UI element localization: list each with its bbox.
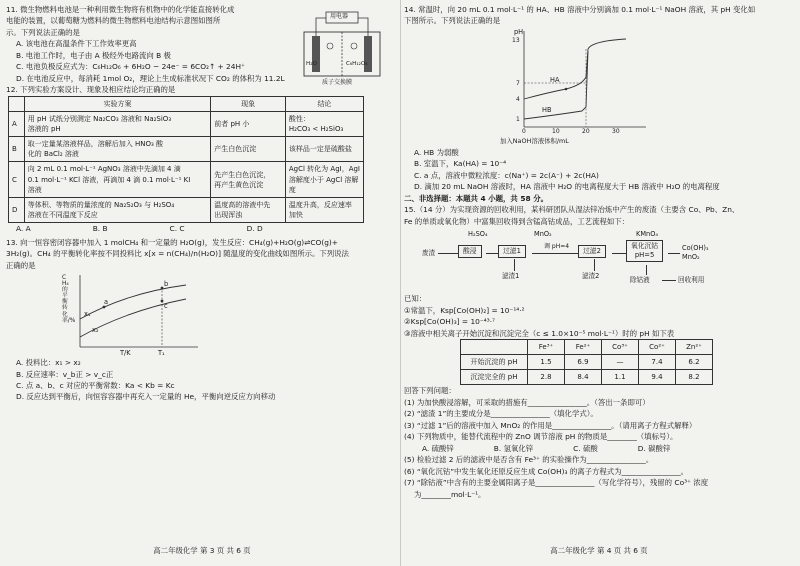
q14-option-d: D. 滴加 20 mL NaOH 溶液时，HA 溶液中 H₂O 的电离程度大于 HB 溶液中 H₂O 的电离程度 <box>414 182 720 192</box>
q12-cell-phen <box>211 197 286 222</box>
q12-cell-plan <box>24 162 211 197</box>
ph-cell: 7.4 <box>639 355 676 370</box>
ph-row-label: 开始沉淀的 pH <box>461 355 528 370</box>
q12-cell-opt: B <box>9 137 25 162</box>
q12-header-row <box>9 96 364 111</box>
phen-line: 前者 pH 小 <box>214 119 250 128</box>
q12-header: 实验方案 <box>24 96 211 111</box>
q14-line: 14. 常温时，向 20 mL 0.1 mol·L⁻¹ 的 HA、HB 溶液中分别滴加 0.1 mol·L⁻¹ NaOH 溶液，其 pH 变化如 <box>404 5 756 14</box>
flow-after: 除钴液 <box>630 276 650 285</box>
q14-ylabel: pH <box>514 27 524 36</box>
known-line: ②Ksp[Co(OH)₃] = 10⁻⁴³·⁷ <box>404 317 496 327</box>
ph-header-row <box>461 340 713 355</box>
subquestion: 为________mol·L⁻¹。 <box>414 489 486 499</box>
plan-line: 0.1 mol·L⁻¹ KCl 溶液，再滴加 4 滴 0.1 mol·L⁻¹ KI <box>27 175 191 184</box>
ph-cell: 2.8 <box>528 370 565 385</box>
page-3-footer: 高二年级化学 第 3 页 共 6 页 <box>153 545 251 555</box>
q12-cell-phen <box>211 162 286 197</box>
plan-line: 取一定量某溶液样品，溶解后加入 HNO₃ 酸 <box>27 140 163 149</box>
q13-option-c: C. 点 a、b、c 对应的平衡常数：Ka < Kb = Kc <box>16 380 175 390</box>
ph-cell: 1.1 <box>602 370 639 385</box>
q12-row-a <box>9 111 364 136</box>
q13-graph <box>62 271 206 358</box>
flow-oxidize-line: 氧化沉钴 <box>631 242 659 251</box>
flow-arrow <box>486 253 498 254</box>
flow-product-line: MnO₂ <box>682 252 700 261</box>
q14-ytick: 4 <box>516 95 520 103</box>
flow-arrow <box>662 280 676 281</box>
ph-cell: 6.2 <box>676 355 713 370</box>
q14-ytick: 7 <box>516 79 520 87</box>
flow-start: 废渣 <box>422 249 436 258</box>
q13-option-a: A. 投料比：x₁ > x₂ <box>16 358 81 368</box>
concl-line: H₂CO₃ < H₂SiO₃ <box>288 125 344 134</box>
q12-table <box>8 96 364 223</box>
q15-stem: 15.（14 分）为实现资源的回收利用，某科研团队从湿法锌冶炼中产生的废渣（主要含 Co、Pb、Zn、 <box>404 205 740 215</box>
page-3 <box>6 4 398 560</box>
subquestion: (4) 下列物质中，能替代流程中的 ZnO 调节溶液 pH 的物质是________（填标号）。 <box>404 432 678 442</box>
q12-choices <box>6 223 398 234</box>
q4-choices <box>404 443 794 454</box>
diagram-caption: 质子交换膜 <box>322 79 353 86</box>
ph-header: Fe³⁺ <box>528 340 565 355</box>
q13-option-d: D. 反应达到平衡后，向恒容容器中再充入一定量的 He，平衡向逆反应方向移动 <box>16 392 276 402</box>
q12-cell-plan <box>24 111 211 136</box>
q12-choice: A. A <box>16 224 31 234</box>
q13-point-a: a <box>104 298 109 307</box>
q12-cell-concl <box>285 111 363 136</box>
concl-line: 加快 <box>288 211 303 220</box>
concl-line: 度 <box>288 185 296 194</box>
flow-arrow <box>514 259 515 271</box>
fuel-cell-diagram <box>292 10 392 90</box>
q14-graph <box>506 27 656 139</box>
q12-stem: 12. 下列实验方案设计、现象及相应结论均正确的是 <box>6 85 176 95</box>
flow-waste2: 滤渣2 <box>582 272 600 281</box>
q12-choice: C. C <box>169 224 185 234</box>
page-4-footer: 高二年级化学 第 4 页 共 6 页 <box>550 545 648 555</box>
q12-row-d <box>9 197 364 222</box>
flow-arrow <box>532 253 578 254</box>
q14-graph-svg <box>506 27 656 139</box>
q14-xtick: 20 <box>582 127 590 135</box>
q12-header <box>9 96 25 111</box>
q13-point-c: c <box>164 302 168 311</box>
q12-header: 结论 <box>285 96 363 111</box>
q14-line: 下图所示。下列说法正确的是 <box>404 16 501 26</box>
flow-box-filter2: 过滤2 <box>578 245 606 258</box>
q4-choice: A. 硫酸锌 <box>422 443 454 453</box>
diagram-load-label: 用电器 <box>330 13 349 20</box>
ph-header: Zn²⁺ <box>676 340 713 355</box>
flow-box-filter1: 过滤1 <box>498 245 526 258</box>
ph-cell: — <box>602 355 639 370</box>
q14-ytick: 13 <box>512 36 520 44</box>
q11-line: 电能的装置，以葡萄糖为燃料的微生物燃料电池结构示意图如图所 <box>6 16 221 26</box>
q13-point-b: b <box>164 280 169 289</box>
subquestion: (6) “氧化沉钴”中发生氧化还原反应生成 Co(OH)₃ 的离子方程式为________________。 <box>404 466 689 476</box>
ph-row-start <box>461 355 713 370</box>
plan-line: 化的 BaCl₂ 溶液 <box>27 150 79 159</box>
question-12 <box>6 84 398 234</box>
flow-reagent-h2so4: H₂SO₄ <box>468 230 488 239</box>
q12-cell-phen <box>211 137 286 162</box>
q14-option-b: B. 室温下，Ka(HA) = 10⁻⁴ <box>414 159 507 169</box>
question-13 <box>6 237 398 403</box>
q12-cell-opt: A <box>9 111 25 136</box>
plan-line: 用 pH 试纸分别测定 Na₂CO₃ 溶液和 Na₂SiO₃ <box>27 114 172 123</box>
flow-reagent-kmno4: KMnO₄ <box>636 230 659 239</box>
subquestion: (7) “除钴液”中含有的主要金属阳离子是________________（写化学符号），残留的 Co³⁺ 浓度 <box>404 478 709 488</box>
flow-box-acid-leach: 酸浸 <box>458 245 482 258</box>
q14-xlabel: 加入NaOH溶液体积/mL <box>500 136 569 145</box>
ph-cell: 8.2 <box>676 370 713 385</box>
plan-line: 等体积、等物质的量浓度的 Na₂S₂O₃ 与 H₂SO₄ <box>27 200 175 209</box>
ph-table <box>460 339 713 385</box>
ph-header: Fe²⁺ <box>565 340 602 355</box>
q12-choice: D. D <box>246 224 263 234</box>
answer-intro: 回答下列问题： <box>404 386 456 396</box>
flow-arrow <box>646 265 647 275</box>
phen-line: 温度高的溶液中先 <box>214 200 271 209</box>
q11-option-a: A. 该电池在高温条件下工作效率更高 <box>16 39 137 49</box>
q13-curve-x2: x₂ <box>92 326 99 335</box>
q14-curve-ha: HA <box>550 75 560 84</box>
phen-line: 产生白色沉淀 <box>214 145 257 154</box>
flow-waste1: 滤渣1 <box>502 272 520 281</box>
subquestion: (2) “滤渣 1”的主要成分是________________（填化学式）。 <box>404 409 598 419</box>
q13-t1-label: T₁ <box>158 349 165 358</box>
flow-reagent-mno2: MnO₂ <box>534 230 552 239</box>
q13-line: 13. 向一恒容密闭容器中加入 1 molCH₄ 和一定量的 H₂O(g)，发生反应：CH₄(g)+H₂O(g)⇌CO(g)+ <box>6 237 338 247</box>
flow-recycle: 回收利用 <box>678 276 705 285</box>
flow-oxidize-line: pH=5 <box>634 250 655 259</box>
ph-header <box>461 340 528 355</box>
concl-line: 酸性： <box>288 114 310 123</box>
q4-choice: B. 氢氧化锌 <box>493 443 534 453</box>
q15-stem: Fe 的单质或氧化物）中富集回收得到含锰高钴成品，工艺流程如下： <box>404 216 630 226</box>
plan-line: 溶液的 pH <box>27 125 61 134</box>
q12-cell-phen <box>211 111 286 136</box>
concl-line: AgCl 转化为 AgI，AgI <box>288 165 360 174</box>
section-two-heading: 二、非选择题：本题共 4 小题，共 58 分。 <box>404 193 548 203</box>
ph-row-label: 沉淀完全的 pH <box>461 370 528 385</box>
subquestion: (5) 检验过滤 2 后的滤液中是否含有 Fe³⁺ 的实验操作为________________。 <box>404 455 654 465</box>
q12-cell-plan <box>24 137 211 162</box>
subquestion: (3) “过滤 1”后的溶液中加入 MnO₂ 的作用是________________。（请用离子方程式解释） <box>404 420 697 430</box>
diagram-right-label: C₆H₁₂O₆ <box>346 61 368 67</box>
plan-line: 溶液在不同温度下反应 <box>27 211 98 220</box>
q12-cell-concl <box>285 197 363 222</box>
ph-cell: 9.4 <box>639 370 676 385</box>
q4-choice: D. 碳酸锌 <box>637 443 671 453</box>
q12-row-b <box>9 137 364 162</box>
page-4 <box>404 4 794 560</box>
concl-line: 溶解度小于 AgCl 溶解 <box>288 175 359 184</box>
flow-arrow <box>668 253 680 254</box>
ph-row-complete <box>461 370 713 385</box>
process-flow <box>422 229 794 291</box>
flow-box-oxidize <box>626 240 663 262</box>
diagram-left-label: H₂O <box>306 61 317 67</box>
flow-step-ph: 调 pH=4 <box>544 243 570 251</box>
phen-line: 出现浑浊 <box>214 211 243 220</box>
phen-line: 再产生黄色沉淀 <box>214 180 264 189</box>
question-15 <box>404 204 794 500</box>
q13-line: 正确的是 <box>6 260 36 270</box>
ph-cell: 8.4 <box>565 370 602 385</box>
q11-option-d: D. 在电池反应中，每消耗 1mol O₂，理论上生成标准状况下 CO₂ 的体积为 11.2L <box>16 73 285 83</box>
flow-product-line: Co(OH)₃ <box>682 244 709 253</box>
concl-line: 温度升高，反应速率 <box>288 200 352 209</box>
flow-arrow <box>612 253 626 254</box>
q14-xtick: 10 <box>552 127 560 135</box>
known-line: ①常温下，Ksp[Co(OH)₂] = 10⁻¹⁴·² <box>404 305 525 315</box>
plan-line: 溶液 <box>27 185 42 194</box>
q13-ylabel: CH₄的平衡转化率/% <box>62 275 76 324</box>
flow-arrow <box>438 253 458 254</box>
question-14 <box>404 4 794 193</box>
q13-curve-x1: x₁ <box>84 310 91 319</box>
q4-choice: C. 硫酸 <box>573 443 598 453</box>
q14-xtick: 30 <box>612 127 620 135</box>
known-label: 已知： <box>404 294 427 304</box>
q11-option-c: C. 电池负极反应式为：C₆H₁₂O₆ + 6H₂O − 24e⁻ = 6CO₂↑ + 24H⁺ <box>16 62 245 72</box>
q13-line: 3H₂(g)。CH₄ 的平衡转化率按不同投料比 x[x = n(CH₄)/n(H₂O)] 随温度的变化曲线如图所示。下列说法 <box>6 249 349 259</box>
phen-line: 先产生白色沉淀， <box>214 170 271 179</box>
q12-cell-concl <box>285 137 363 162</box>
q12-row-c <box>9 162 364 197</box>
q14-ytick: 1 <box>516 115 520 123</box>
flow-product <box>682 244 709 261</box>
q14-option-c: C. a 点，溶液中微粒浓度：c(Na⁺) = 2c(A⁻) + 2c(HA) <box>414 170 599 180</box>
plan-line: 向 2 mL 0.1 mol·L⁻¹ AgNO₃ 溶液中先滴加 4 滴 <box>27 165 181 174</box>
q12-cell-plan <box>24 197 211 222</box>
ph-header: Co³⁺ <box>602 340 639 355</box>
known-line: ③溶液中相关离子开始沉淀和沉淀完全（c ≤ 1.0×10⁻⁵ mol·L⁻¹）时的 pH 如下表 <box>404 328 675 338</box>
q14-xtick: 0 <box>522 127 526 135</box>
ph-header: Co²⁺ <box>639 340 676 355</box>
q14-curve-hb: HB <box>542 105 552 114</box>
q12-cell-concl <box>285 162 363 197</box>
q11-option-b: B. 电池工作时，电子由 A 极经外电路流向 B 极 <box>16 50 171 60</box>
subquestion: (1) 为加快酸浸溶解，可采取的措施有________________。（答出一条即可） <box>404 397 650 407</box>
q13-option-b: B. 反应速率：v_b正 > v_c正 <box>16 369 114 379</box>
ph-cell: 1.5 <box>528 355 565 370</box>
page-divider <box>400 0 401 566</box>
ph-cell: 6.9 <box>565 355 602 370</box>
q12-cell-opt: D <box>9 197 25 222</box>
q11-line: 11. 微生物燃料电池是一种利用微生物将有机物中的化学能直接转化成 <box>6 5 235 14</box>
flow-arrow <box>594 259 595 271</box>
question-11 <box>6 4 288 84</box>
concl-line: 该样品一定是硫酸盐 <box>288 145 352 154</box>
q13-xlabel: T/K <box>120 349 131 358</box>
q11-line: 示。下列说法正确的是 <box>6 27 80 37</box>
q14-option-a: A. HB 为弱酸 <box>414 147 459 157</box>
q12-header: 现象 <box>211 96 286 111</box>
q12-choice: B. B <box>92 224 108 234</box>
q12-cell-opt: C <box>9 162 25 197</box>
